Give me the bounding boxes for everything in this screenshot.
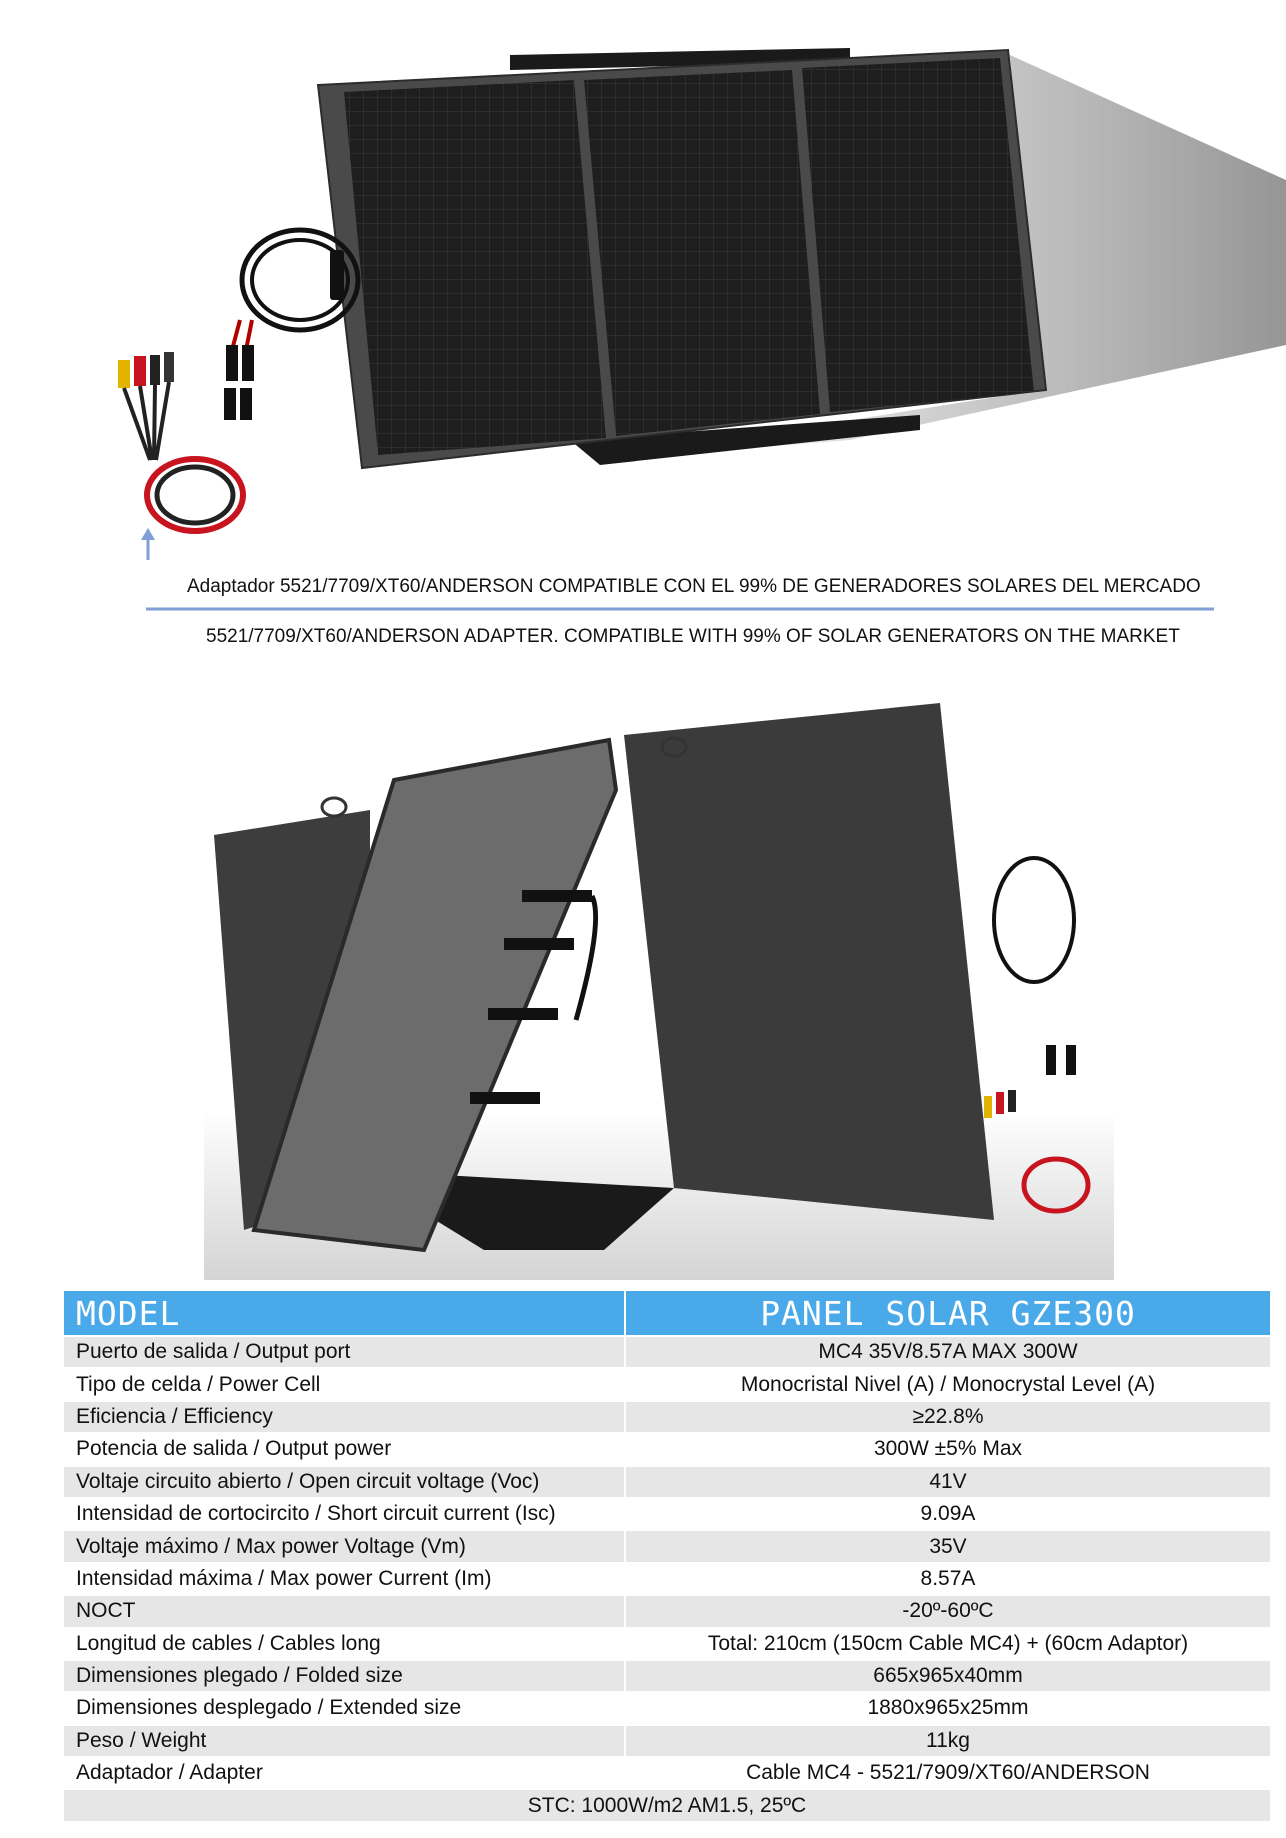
caption-spanish: Adaptador 5521/7709/XT60/ANDERSON COMPATIBLE CON EL 99% DE GENERADORES SOLARES DEL MERCADO: [187, 576, 1201, 597]
row-value: 9.09A: [626, 1499, 1270, 1531]
row-value: 35V: [626, 1531, 1270, 1563]
cable-coil-right: [994, 858, 1074, 982]
stc-conditions: STC: 1000W/m2 AM1.5, 25ºC: [64, 1790, 1270, 1822]
caption-arrow-head: [141, 528, 155, 540]
row-label: Longitud de cables / Cables long: [64, 1629, 626, 1661]
adapter-plug-5521: [150, 355, 160, 385]
folded-solar-panel-photo: [204, 690, 1114, 1280]
row-label: Potencia de salida / Output power: [64, 1434, 626, 1466]
table-row: [64, 1467, 1270, 1499]
header-model-value: PANEL SOLAR GZE300: [626, 1291, 1270, 1337]
spec-table: [64, 1291, 1270, 1823]
table-header: [64, 1291, 1270, 1337]
unfolded-solar-panel-photo: [0, 0, 1286, 560]
row-label: Voltaje circuito abierto / Open circuit voltage (Voc): [64, 1467, 626, 1499]
row-label: Eficiencia / Efficiency: [64, 1402, 626, 1434]
cell-section-1: [344, 80, 606, 455]
table-row: [64, 1337, 1270, 1369]
table-row: [64, 1402, 1270, 1434]
table-row: [64, 1499, 1270, 1531]
row-label: NOCT: [64, 1596, 626, 1628]
cell-section-2: [584, 70, 820, 436]
table-row: [64, 1434, 1270, 1466]
row-label: Puerto de salida / Output port: [64, 1337, 626, 1369]
caption-underline: [146, 606, 1216, 612]
table-row: [64, 1596, 1270, 1628]
cable-clip: [330, 250, 344, 300]
table-row: [64, 1758, 1270, 1790]
row-value: 41V: [626, 1467, 1270, 1499]
table-row: [64, 1564, 1270, 1596]
row-label: Voltaje máximo / Max power Voltage (Vm): [64, 1531, 626, 1563]
table-footer: [64, 1790, 1270, 1822]
row-value: 8.57A: [626, 1564, 1270, 1596]
panel-back-right: [624, 703, 994, 1220]
row-label: Intensidad máxima / Max power Current (Im): [64, 1564, 626, 1596]
carry-handle: [522, 890, 592, 902]
table-row: [64, 1531, 1270, 1563]
header-model-label: MODEL: [64, 1291, 626, 1337]
row-label: Dimensiones plegado / Folded size: [64, 1661, 626, 1693]
row-value: -20º-60ºC: [626, 1596, 1270, 1628]
mc4-connector: [226, 345, 238, 381]
table-row: [64, 1661, 1270, 1693]
row-value: 11kg: [626, 1726, 1270, 1758]
cell-section-3: [802, 58, 1034, 412]
row-label: Intensidad de cortocircito / Short circuit current (Isc): [64, 1499, 626, 1531]
row-value: Monocristal Nivel (A) / Monocrystal Level (A): [626, 1369, 1270, 1401]
row-value: 1880x965x25mm: [626, 1693, 1270, 1725]
row-label: Dimensiones desplegado / Extended size: [64, 1693, 626, 1725]
caption-english: 5521/7709/XT60/ANDERSON ADAPTER. COMPATIBLE WITH 99% OF SOLAR GENERATORS ON THE MARKET: [206, 626, 1180, 647]
adapter-plug-anderson: [134, 356, 146, 386]
table-row: [64, 1693, 1270, 1725]
adapter-plug-7909: [164, 352, 174, 382]
row-value: ≥22.8%: [626, 1402, 1270, 1434]
table-row: [64, 1726, 1270, 1758]
row-label: Adaptador / Adapter: [64, 1758, 626, 1790]
row-value: Cable MC4 - 5521/7909/XT60/ANDERSON: [626, 1758, 1270, 1790]
row-value: 300W ±5% Max: [626, 1434, 1270, 1466]
row-label: Peso / Weight: [64, 1726, 626, 1758]
row-label: Tipo de celda / Power Cell: [64, 1369, 626, 1401]
row-value: 665x965x40mm: [626, 1661, 1270, 1693]
table-row: [64, 1369, 1270, 1401]
row-value: MC4 35V/8.57A MAX 300W: [626, 1337, 1270, 1369]
table-row: [64, 1629, 1270, 1661]
red-adapter-cable: [147, 459, 243, 531]
row-value: Total: 210cm (150cm Cable MC4) + (60cm Adaptor): [626, 1629, 1270, 1661]
adapter-plug-xt60: [118, 360, 130, 388]
